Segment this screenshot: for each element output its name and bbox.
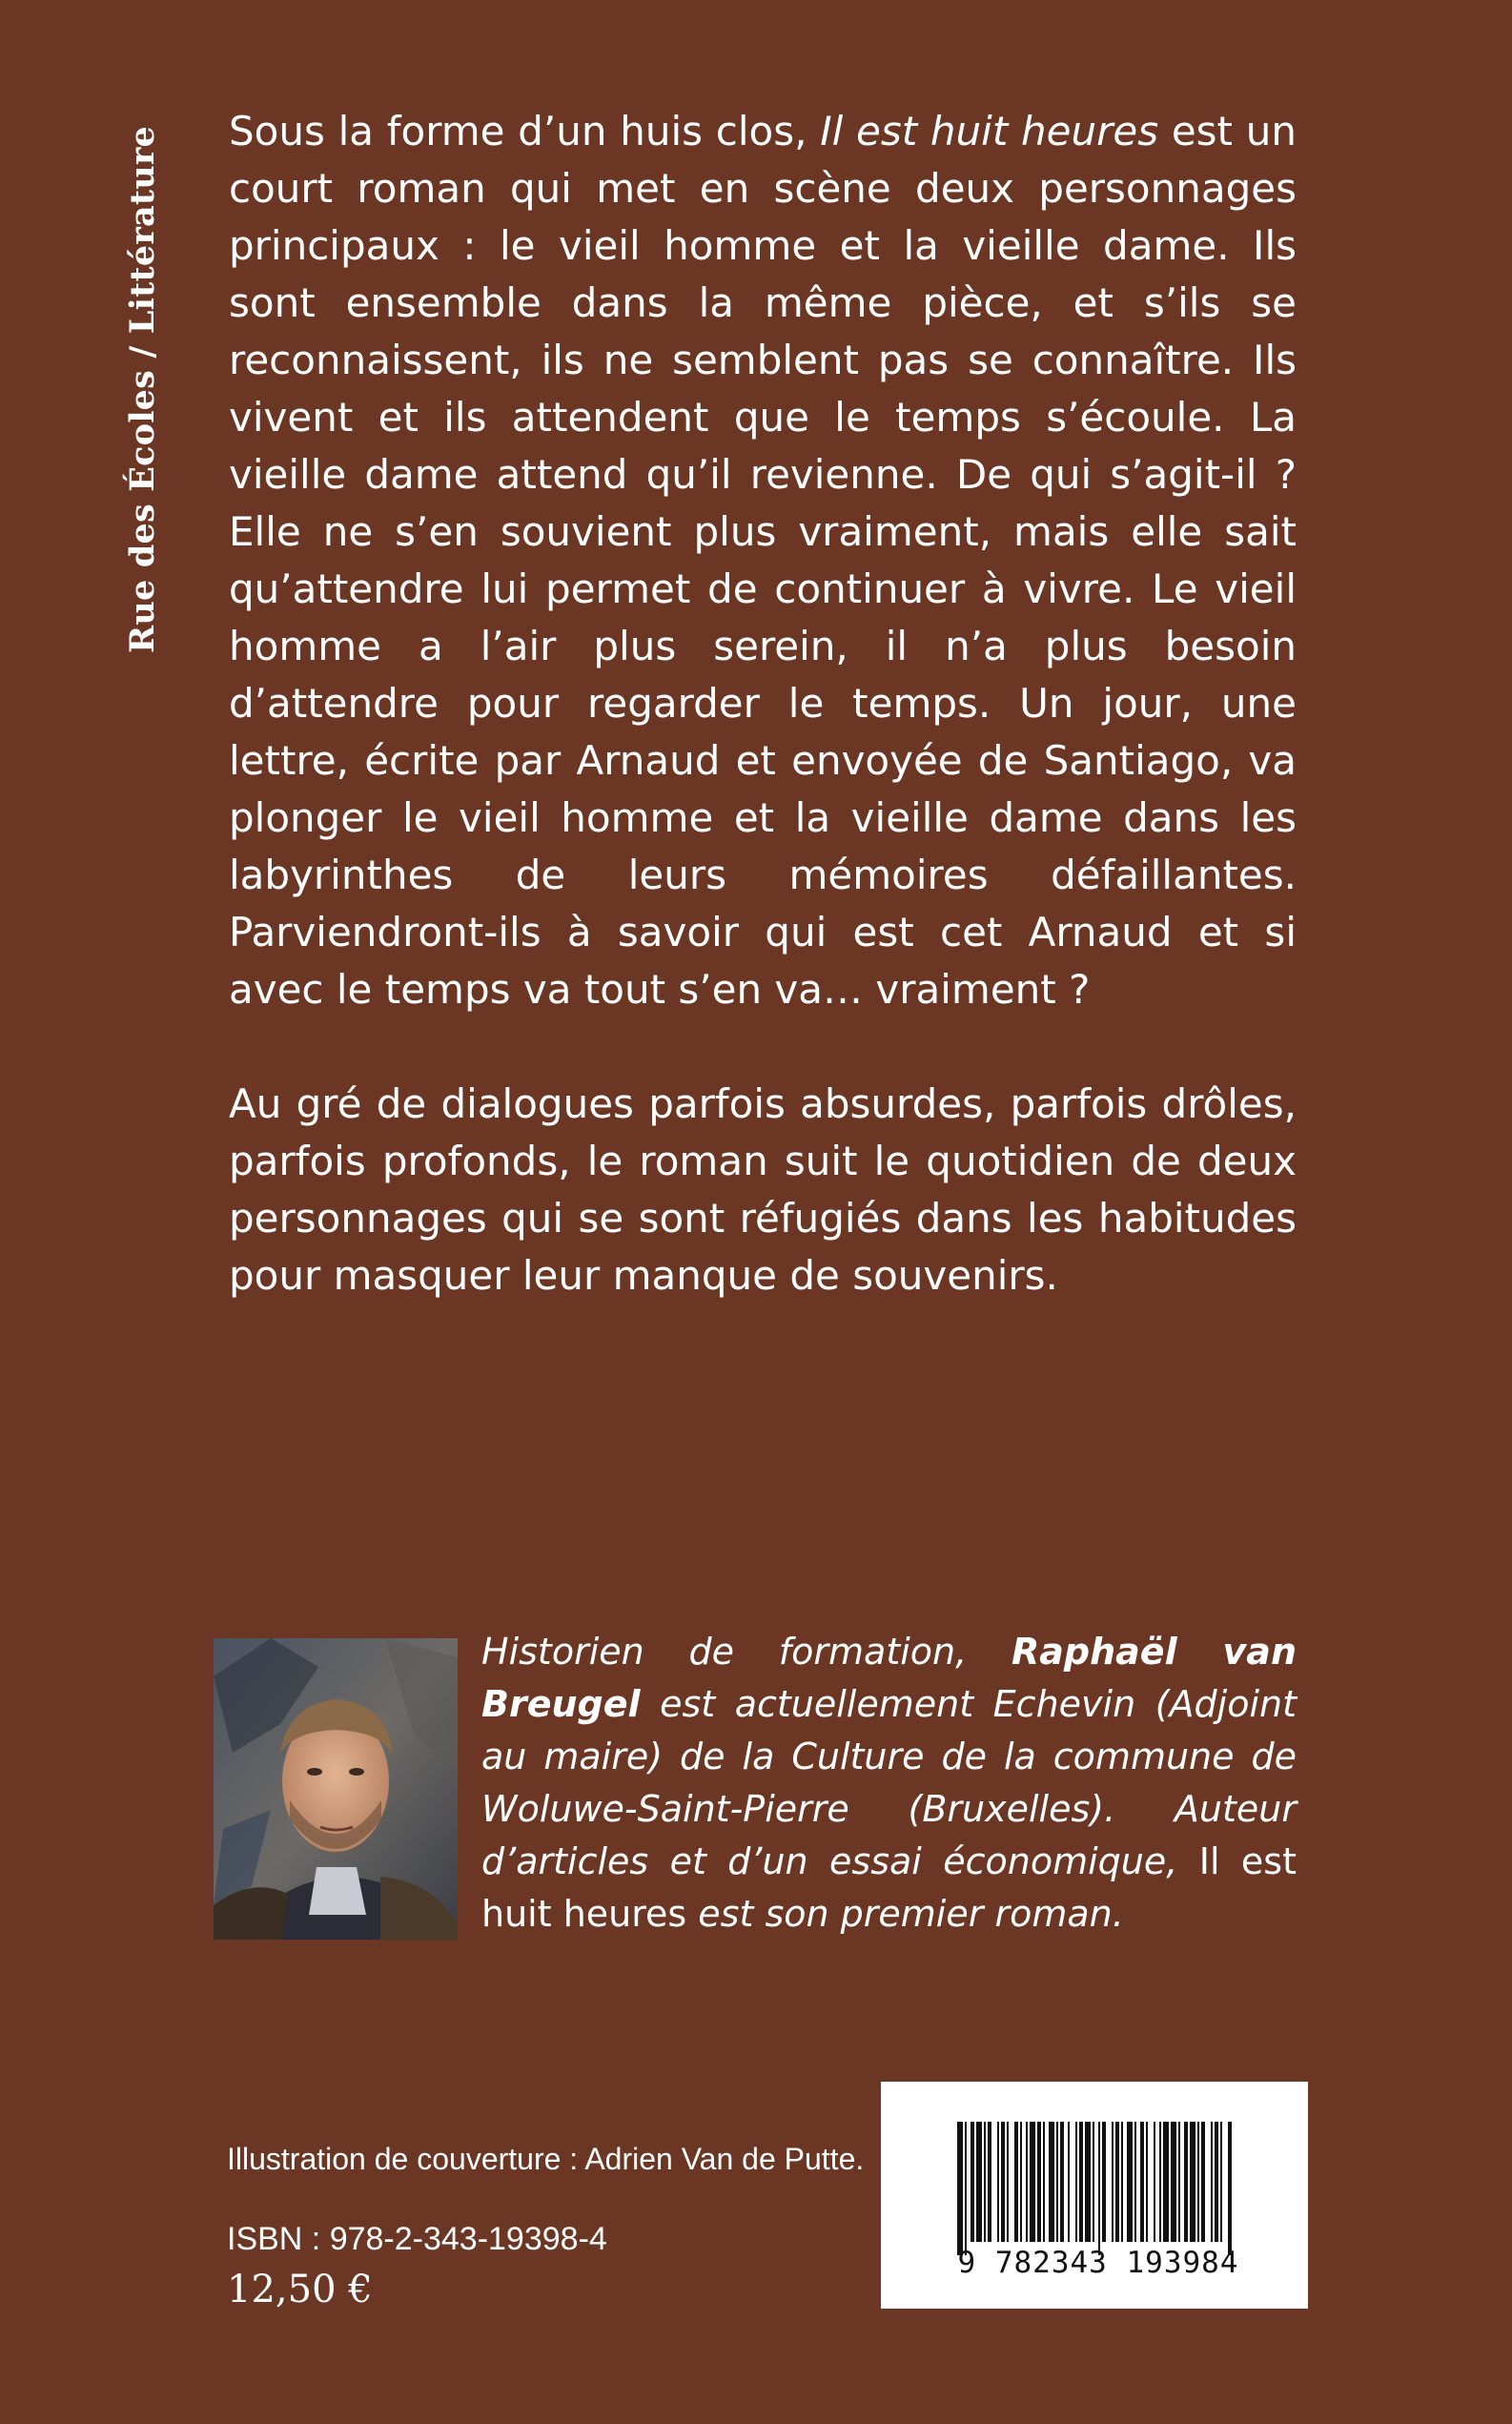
cover-illustration-credit: Illustration de couverture : Adrien Van de Putte. — [227, 2142, 865, 2176]
series-label-text: Rue des Écoles / Littérature — [122, 125, 162, 653]
barcode-bar — [1049, 2122, 1054, 2242]
blurb-p1-start: Sous la forme d’un huis clos, — [229, 108, 821, 154]
barcode-bar — [1115, 2122, 1119, 2242]
barcode-bar — [1014, 2122, 1018, 2242]
blurb-paragraph-2: Au gré de dialogues parfois absurdes, parfois drôles, parfois profonds, le roman suit le quotidien de deux personnages qui se sont réfugiés dans les habitudes pour masquer leur manque de souvenirs. — [229, 1080, 1297, 1299]
barcode-bar — [1030, 2122, 1035, 2242]
barcode-bar — [1093, 2122, 1094, 2242]
barcode-bar — [1043, 2122, 1045, 2242]
author-bio-book-title: Il est huit heures — [481, 1840, 1297, 1935]
barcode-bar — [971, 2122, 974, 2242]
barcode-bar — [1060, 2122, 1064, 2242]
barcode-bar — [1197, 2122, 1199, 2242]
barcode-bar — [1026, 2122, 1028, 2242]
barcode-bar — [1163, 2122, 1169, 2242]
barcode-bar — [1140, 2122, 1144, 2242]
barcode-bar — [1098, 2122, 1100, 2255]
barcode-bar — [1184, 2122, 1188, 2242]
barcode-bar — [1215, 2122, 1218, 2242]
book-blurb — [229, 103, 1297, 1304]
barcode-bar — [1190, 2122, 1195, 2242]
barcode-bar — [1127, 2122, 1133, 2242]
barcode-bar — [1146, 2122, 1148, 2242]
barcode-bar — [984, 2122, 986, 2242]
isbn-number: ISBN : 978-2-343-19398-4 — [227, 2221, 607, 2257]
barcode-bar — [1079, 2122, 1083, 2242]
barcode-bar — [1121, 2122, 1123, 2242]
barcode-digits: 9 782343 193984 — [957, 2246, 1239, 2280]
barcode-bar — [1007, 2122, 1009, 2242]
barcode-bar — [1159, 2122, 1161, 2242]
blurb-p1-rest: est un court roman qui met en scène deux personnages principaux : le vieil homme et la vieille dame. Ils sont ensemble dans la même pièce, et s’ils se reconnaissent, ils ne semblent pas se connaître. Ils vivent et ils attendent que le temps s’écoule. La vieille dame attend qu’il revienne. De qui s’agit-il ? Elle ne s’en souvient plus vraiment, mais elle sait qu’attendre lui permet de continuer à vivre. Le vieil homme a l’air plus serein, il n’a plus besoin d’attendre pour regarder le temps. Un jour, une lettre, écrite par Arnaud et envoyée de Santiago, va plonger le vieil homme et la vieille dame dans les labyrinthes de leurs mémoires défaillantes. Parviendront-ils à savoir qui est cet Arnaud et si avec le temps va tout s’en va… vraiment ? — [229, 108, 1297, 1013]
barcode-bar — [1075, 2122, 1077, 2242]
barcode — [881, 2082, 1308, 2309]
barcode-bar — [988, 2122, 991, 2242]
price: 12,50 € — [227, 2268, 373, 2311]
author-photo — [214, 1638, 458, 1940]
author-bio-body: est actuellement Echevin (Adjoint au maire) de la Culture de la commune de Woluwe-Saint-Pierre (Bruxelles). Auteur d’articles et d’un essai économique, — [481, 1683, 1297, 1882]
barcode-bar — [1154, 2122, 1155, 2242]
barcode-bar — [1228, 2122, 1232, 2255]
barcode-bar — [1211, 2122, 1213, 2242]
barcode-bar — [957, 2122, 963, 2255]
barcode-bar — [1056, 2122, 1058, 2242]
barcode-bar — [997, 2122, 999, 2242]
barcode-bar — [1201, 2122, 1205, 2242]
author-bio — [481, 1626, 1297, 1941]
barcode-bar — [1178, 2122, 1180, 2242]
barcode-bar — [1020, 2122, 1022, 2242]
barcode-bar — [1068, 2122, 1070, 2242]
barcode-bar — [1085, 2122, 1091, 2242]
author-name: Raphaël van Breugel — [481, 1631, 1297, 1725]
barcode-bar — [1171, 2122, 1176, 2242]
author-bio-end: est son premier roman. — [686, 1893, 1124, 1935]
barcode-bar — [1112, 2122, 1114, 2242]
blurb-book-title: Il est huit heures — [820, 108, 1159, 154]
barcode-bar — [1001, 2122, 1005, 2242]
blurb-paragraph-1 — [229, 103, 1297, 1018]
barcode-bar — [1134, 2122, 1136, 2242]
barcode-bar — [1102, 2122, 1106, 2242]
series-label — [103, 113, 181, 666]
barcode-bar — [1220, 2122, 1222, 2242]
author-bio-intro: Historien de formation, — [481, 1631, 1011, 1673]
barcode-bar — [976, 2122, 982, 2242]
barcode-bar — [965, 2122, 967, 2255]
barcode-bar — [1037, 2122, 1041, 2242]
author-portrait-image — [214, 1638, 458, 1940]
